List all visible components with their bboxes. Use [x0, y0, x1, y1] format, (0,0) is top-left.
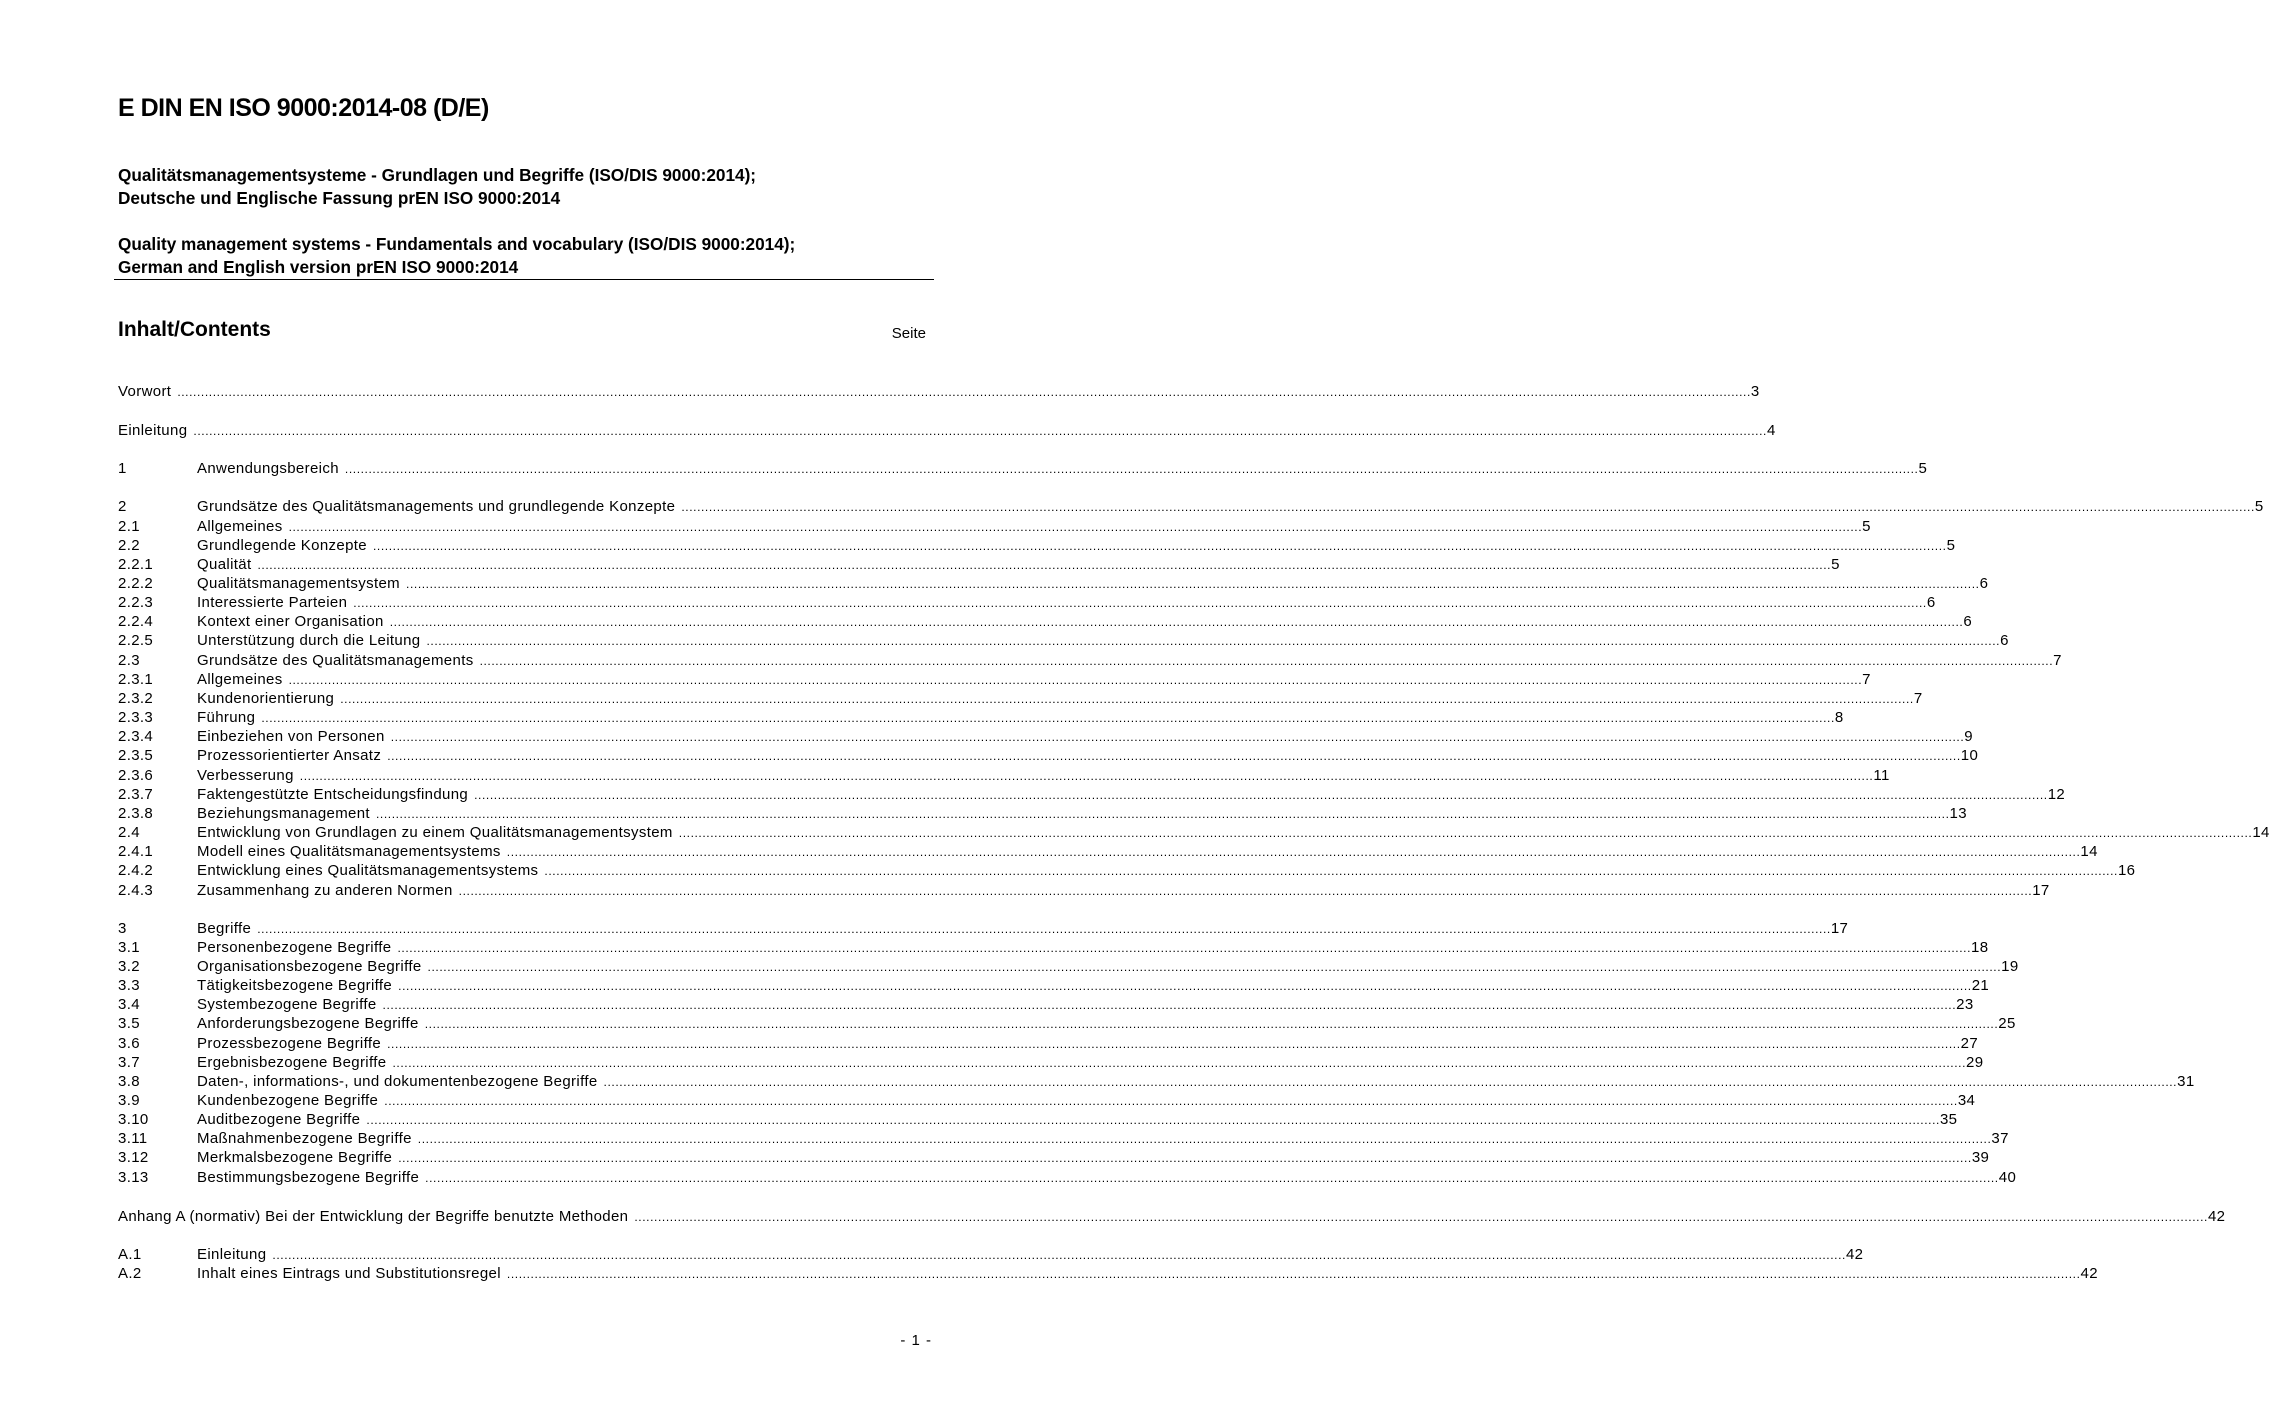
toc-dot-leader: ................................................................................................................................................................................................................................................................................................................................................................................................................ — [257, 558, 1832, 572]
toc-entry-page: 6 — [1963, 613, 1973, 630]
toc-entry-page: 37 — [1991, 1130, 2009, 1147]
toc-entry[interactable] — [118, 767, 1890, 787]
toc-entry-page: 4 — [1766, 422, 1776, 439]
toc-entry-number: A.1 — [118, 1246, 142, 1263]
toc-dot-leader: ................................................................................................................................................................................................................................................................................................................................................................................................................ — [458, 884, 2033, 898]
toc-entry[interactable] — [118, 709, 1844, 729]
toc-entry[interactable] — [118, 537, 1956, 557]
toc-entry[interactable] — [118, 958, 2019, 978]
toc-dot-leader: ................................................................................................................................................................................................................................................................................................................................................................................................................ — [398, 1151, 1972, 1165]
toc-entry-page: 12 — [2047, 786, 2066, 803]
toc-entry[interactable] — [118, 518, 1871, 538]
toc-entry-number: 2.4.3 — [118, 882, 154, 899]
toc-entry-number: 3.2 — [118, 958, 140, 975]
toc-entry-number: 2 — [118, 498, 127, 515]
toc-dot-leader: ................................................................................................................................................................................................................................................................................................................................................................................................................ — [353, 596, 1927, 610]
toc-entry-title: Systembezogene Begriffe — [197, 996, 377, 1013]
toc-dot-leader: ................................................................................................................................................................................................................................................................................................................................................................................................................ — [257, 922, 1831, 936]
toc-entry-number: 3.8 — [118, 1073, 140, 1090]
toc-entry-number: 3.1 — [118, 939, 140, 956]
toc-entry-page: 7 — [1913, 690, 1923, 707]
toc-entry-page: 18 — [1971, 939, 1989, 956]
toc-entry-number: 2.4.2 — [118, 862, 154, 879]
toc-entry-page: 23 — [1956, 996, 1974, 1013]
toc-dot-leader: ................................................................................................................................................................................................................................................................................................................................................................................................................ — [389, 615, 1964, 629]
toc-entry-title: Personenbezogene Begriffe — [197, 939, 392, 956]
toc-dot-leader: ................................................................................................................................................................................................................................................................................................................................................................................................................ — [384, 1094, 1958, 1108]
toc-entry-page: 19 — [2001, 958, 2019, 975]
toc-entry-number: 2.3 — [118, 652, 140, 669]
toc-entry-number: 3.9 — [118, 1092, 140, 1109]
toc-entry-number: 2.3.2 — [118, 690, 154, 707]
toc-entry-title: Ergebnisbezogene Begriffe — [197, 1054, 387, 1071]
toc-entry-number: 3.5 — [118, 1015, 140, 1032]
toc-entry-number: 2.1 — [118, 518, 140, 535]
toc-entry-title: Anwendungsbereich — [197, 460, 339, 477]
contents-heading: Inhalt/Contents — [118, 318, 271, 341]
toc-entry-title: Einleitung — [197, 1246, 267, 1263]
toc-entry[interactable] — [118, 690, 1923, 710]
toc-entry[interactable] — [118, 728, 1973, 748]
toc-dot-leader: ................................................................................................................................................................................................................................................................................................................................................................................................................ — [603, 1075, 2178, 1089]
toc-dot-leader: ................................................................................................................................................................................................................................................................................................................................................................................................................ — [344, 462, 1919, 476]
toc-dot-leader: ................................................................................................................................................................................................................................................................................................................................................................................................................ — [479, 654, 2054, 668]
toc-entry-number: 3.12 — [118, 1149, 149, 1166]
toc-dot-leader: ................................................................................................................................................................................................................................................................................................................................................................................................................ — [288, 673, 1863, 687]
toc-entry-title: Tätigkeitsbezogene Begriffe — [197, 977, 393, 994]
toc-entry-title: Kontext einer Organisation — [197, 613, 384, 630]
toc-entry-title: Allgemeines — [197, 518, 283, 535]
toc-dot-leader: ................................................................................................................................................................................................................................................................................................................................................................................................................ — [193, 424, 1767, 438]
toc-entry[interactable] — [118, 1130, 2009, 1150]
toc-entry[interactable] — [118, 613, 1973, 633]
toc-entry-page: 6 — [1926, 594, 1936, 611]
subtitle-english-line-1: Quality management systems - Fundamentals and vocabulary (ISO/DIS 9000:2014); — [118, 234, 796, 254]
toc-entry-title: Einbeziehen von Personen — [197, 728, 385, 745]
subtitle-german-line-1: Qualitätsmanagementsysteme - Grundlagen und Begriffe (ISO/DIS 9000:2014); — [118, 165, 757, 185]
toc-entry[interactable] — [118, 862, 2136, 882]
toc-entry-number: 2.2.2 — [118, 575, 154, 592]
toc-entry-number: 2.2 — [118, 537, 140, 554]
toc-entry-page: 14 — [2252, 824, 2270, 841]
toc-entry-page: 40 — [1998, 1169, 2017, 1186]
toc-entry-number: 3.13 — [118, 1169, 149, 1186]
toc-entry-page: 42 — [2207, 1208, 2226, 1225]
toc-entry[interactable] — [118, 1035, 1979, 1055]
toc-entry-page: 5 — [1946, 537, 1956, 554]
toc-dot-leader: ................................................................................................................................................................................................................................................................................................................................................................................................................ — [382, 998, 1957, 1012]
document-title: E DIN EN ISO 9000:2014-08 (D/E) — [118, 94, 489, 122]
toc-dot-leader: ................................................................................................................................................................................................................................................................................................................................................................................................................ — [426, 634, 2001, 648]
toc-dot-leader: ................................................................................................................................................................................................................................................................................................................................................................................................................ — [366, 1113, 1940, 1127]
toc-entry-page: 16 — [2117, 862, 2136, 879]
toc-dot-leader: ................................................................................................................................................................................................................................................................................................................................................................................................................ — [678, 826, 2253, 840]
toc-dot-leader: ................................................................................................................................................................................................................................................................................................................................................................................................................ — [506, 845, 2081, 859]
toc-entry-title: Entwicklung von Grundlagen zu einem Qualitätsmanagementsystem — [197, 824, 673, 841]
toc-entry-page: 11 — [1873, 767, 1890, 784]
toc-entry-page: 39 — [1971, 1149, 1990, 1166]
toc-entry-page: 3 — [1750, 383, 1760, 400]
toc-entry-number: 2.3.8 — [118, 805, 154, 822]
toc-entry-page: 35 — [1939, 1111, 1958, 1128]
toc-entry-title: Qualität — [197, 556, 252, 573]
toc-entry-title: Begriffe — [197, 920, 252, 937]
toc-entry[interactable] — [118, 824, 2270, 844]
toc-entry[interactable] — [118, 1169, 2017, 1189]
toc-entry[interactable] — [118, 594, 1936, 614]
toc-entry-title: Vorwort — [118, 383, 172, 400]
toc-entry-title: Qualitätsmanagementsystem — [197, 575, 401, 592]
toc-entry-title: Verbesserung — [197, 767, 294, 784]
toc-entry-number: 3.6 — [118, 1035, 140, 1052]
toc-dot-leader: ................................................................................................................................................................................................................................................................................................................................................................................................................ — [372, 539, 1947, 553]
toc-entry[interactable] — [118, 1111, 1958, 1131]
toc-entry[interactable] — [118, 1092, 1976, 1112]
subtitle-german — [118, 164, 756, 210]
toc-dot-leader: ................................................................................................................................................................................................................................................................................................................................................................................................................ — [375, 807, 1950, 821]
toc-entry[interactable] — [118, 1149, 1990, 1169]
toc-entry-number: 2.3.1 — [118, 671, 154, 688]
toc-dot-leader: ................................................................................................................................................................................................................................................................................................................................................................................................................ — [417, 1132, 1992, 1146]
toc-dot-leader: ................................................................................................................................................................................................................................................................................................................................................................................................................ — [397, 941, 1972, 955]
toc-entry[interactable] — [118, 556, 1840, 576]
toc-dot-leader: ................................................................................................................................................................................................................................................................................................................................................................................................................ — [681, 500, 2255, 514]
toc-entry[interactable] — [118, 1246, 1864, 1266]
toc-entry-page: 17 — [2032, 882, 2050, 899]
toc-dot-leader: ................................................................................................................................................................................................................................................................................................................................................................................................................ — [299, 769, 1874, 783]
toc-dot-leader: ................................................................................................................................................................................................................................................................................................................................................................................................................ — [392, 1056, 1967, 1070]
toc-entry-page: 34 — [1957, 1092, 1976, 1109]
toc-entry-number: 3 — [118, 920, 127, 937]
toc-dot-leader: ................................................................................................................................................................................................................................................................................................................................................................................................................ — [387, 1037, 1961, 1051]
toc-entry-title: Entwicklung eines Qualitätsmanagementsystems — [197, 862, 539, 879]
toc-entry[interactable] — [118, 747, 1979, 767]
toc-dot-leader: ................................................................................................................................................................................................................................................................................................................................................................................................................ — [427, 960, 2002, 974]
toc-entry-page: 25 — [1998, 1015, 2016, 1032]
toc-entry-number: 2.3.3 — [118, 709, 154, 726]
toc-entry-title: Kundenbezogene Begriffe — [197, 1092, 379, 1109]
toc-entry-number: 2.3.6 — [118, 767, 154, 784]
toc-entry-page: 5 — [1862, 518, 1871, 535]
toc-entry-title: Daten-, informations-, und dokumentenbezogene Begriffe — [197, 1073, 598, 1090]
toc-entry-page: 17 — [1830, 920, 1849, 937]
header-divider — [114, 279, 934, 280]
toc-dot-leader: ................................................................................................................................................................................................................................................................................................................................................................................................................ — [474, 788, 2048, 802]
toc-entry-page: 21 — [1971, 977, 1990, 994]
toc-entry-title: Bestimmungsbezogene Begriffe — [197, 1169, 420, 1186]
toc-entry-title: Anforderungsbezogene Begriffe — [197, 1015, 419, 1032]
toc-entry[interactable] — [118, 996, 1974, 1016]
toc-entry-number: 2.2.4 — [118, 613, 154, 630]
toc-entry-number: 2.3.5 — [118, 747, 154, 764]
toc-entry-page: 10 — [1960, 747, 1979, 764]
toc-dot-leader: ................................................................................................................................................................................................................................................................................................................................................................................................................ — [634, 1210, 2208, 1224]
toc-entry-page: 9 — [1964, 728, 1973, 745]
toc-entry-page: 29 — [1966, 1054, 1984, 1071]
toc-dot-leader: ................................................................................................................................................................................................................................................................................................................................................................................................................ — [506, 1267, 2081, 1281]
toc-entry[interactable] — [118, 671, 1871, 691]
toc-entry[interactable] — [118, 977, 1990, 997]
toc-entry-title: Merkmalsbezogene Begriffe — [197, 1149, 393, 1166]
toc-entry-title: Maßnahmenbezogene Begriffe — [197, 1130, 412, 1147]
toc-entry-title: Grundsätze des Qualitätsmanagements — [197, 652, 474, 669]
toc-entry-title: Unterstützung durch die Leitung — [197, 632, 421, 649]
toc-entry-title: Faktengestützte Entscheidungsfindung — [197, 786, 469, 803]
toc-entry[interactable] — [118, 805, 1967, 825]
toc-entry-number: 3.11 — [118, 1130, 148, 1147]
toc-dot-leader: ................................................................................................................................................................................................................................................................................................................................................................................................................ — [390, 730, 1965, 744]
toc-entry-page: 31 — [2177, 1073, 2195, 1090]
toc-entry[interactable] — [118, 786, 2066, 806]
toc-dot-leader: ................................................................................................................................................................................................................................................................................................................................................................................................................ — [398, 979, 1972, 993]
toc-entry-number: 2.2.3 — [118, 594, 154, 611]
toc-entry-page: 7 — [2053, 652, 2062, 669]
page-column-label: Seite — [891, 325, 926, 342]
toc-entry-title: Prozessbezogene Begriffe — [197, 1035, 382, 1052]
toc-entry-number: 3.4 — [118, 996, 140, 1013]
toc-entry[interactable] — [118, 498, 2264, 518]
toc-entry[interactable] — [118, 1208, 2226, 1228]
toc-entry-title: Beziehungsmanagement — [197, 805, 370, 822]
toc-dot-leader: ................................................................................................................................................................................................................................................................................................................................................................................................................ — [288, 520, 1863, 534]
toc-entry-page: 6 — [1979, 575, 1989, 592]
toc-dot-leader: ................................................................................................................................................................................................................................................................................................................................................................................................................ — [544, 864, 2118, 878]
toc-entry-page: 27 — [1960, 1035, 1979, 1052]
toc-entry-number: 3.10 — [118, 1111, 149, 1128]
toc-entry[interactable] — [118, 422, 1776, 442]
toc-entry-page: 8 — [1834, 709, 1844, 726]
toc-entry-page: 6 — [2000, 632, 2009, 649]
toc-entry-title: Grundlegende Konzepte — [197, 537, 367, 554]
toc-entry-title: Organisationsbezogene Begriffe — [197, 958, 422, 975]
toc-entry-number: A.2 — [118, 1265, 142, 1282]
toc-entry-title: Prozessorientierter Ansatz — [197, 747, 382, 764]
toc-entry-title: Führung — [197, 709, 256, 726]
toc-entry-number: 1 — [118, 460, 127, 477]
toc-entry-number: 2.4 — [118, 824, 140, 841]
toc-entry[interactable] — [118, 1265, 2098, 1285]
toc-dot-leader: ................................................................................................................................................................................................................................................................................................................................................................................................................ — [177, 385, 1751, 399]
toc-entry[interactable] — [118, 575, 1989, 595]
toc-entry-page: 5 — [2254, 498, 2264, 515]
subtitle-english-line-2: German and English version prEN ISO 9000:2014 — [118, 257, 519, 277]
toc-entry-page: 42 — [2080, 1265, 2098, 1282]
toc-entry-number: 2.2.5 — [118, 632, 154, 649]
toc-entry[interactable] — [118, 1054, 1984, 1074]
toc-entry[interactable] — [118, 383, 1760, 403]
toc-entry[interactable] — [118, 460, 1928, 480]
toc-entry-title: Modell eines Qualitätsmanagementsystems — [197, 843, 501, 860]
toc-entry[interactable] — [118, 1073, 2195, 1093]
toc-entry-title: Einleitung — [118, 422, 188, 439]
toc-dot-leader: ................................................................................................................................................................................................................................................................................................................................................................................................................ — [424, 1017, 1999, 1031]
toc-entry-page: 7 — [1862, 671, 1871, 688]
toc-entry-number: 3.3 — [118, 977, 140, 994]
toc-dot-leader: ................................................................................................................................................................................................................................................................................................................................................................................................................ — [261, 711, 1835, 725]
toc-entry-title: Inhalt eines Eintrags und Substitutionsregel — [197, 1265, 501, 1282]
toc-dot-leader: ................................................................................................................................................................................................................................................................................................................................................................................................................ — [425, 1171, 1999, 1185]
toc-entry-title: Auditbezogene Begriffe — [197, 1111, 361, 1128]
toc-dot-leader: ................................................................................................................................................................................................................................................................................................................................................................................................................ — [387, 749, 1961, 763]
toc-dot-leader: ................................................................................................................................................................................................................................................................................................................................................................................................................ — [340, 692, 1914, 706]
toc-entry-number: 2.3.4 — [118, 728, 154, 745]
toc-entry-number: 2.3.7 — [118, 786, 154, 803]
toc-entry-page: 42 — [1845, 1246, 1864, 1263]
toc-entry[interactable] — [118, 652, 2062, 672]
subtitle-english — [118, 233, 795, 279]
toc-entry-page: 13 — [1949, 805, 1967, 822]
toc-entry[interactable] — [118, 843, 2098, 863]
toc-entry-page: 5 — [1918, 460, 1928, 477]
toc-entry[interactable] — [118, 1015, 2016, 1035]
toc-entry-title: Allgemeines — [197, 671, 283, 688]
toc-entry-title: Interessierte Parteien — [197, 594, 348, 611]
toc-entry[interactable] — [118, 920, 1849, 940]
toc-entry-page: 5 — [1831, 556, 1840, 573]
toc-entry-number: 2.2.1 — [118, 556, 154, 573]
toc-entry-title: Zusammenhang zu anderen Normen — [197, 882, 453, 899]
toc-entry-title: Grundsätze des Qualitätsmanagements und grundlegende Konzepte — [197, 498, 676, 515]
subtitle-german-line-2: Deutsche und Englische Fassung prEN ISO 9000:2014 — [118, 188, 561, 208]
toc-entry[interactable] — [118, 882, 2050, 902]
toc-entry[interactable] — [118, 939, 1989, 959]
toc-dot-leader: ................................................................................................................................................................................................................................................................................................................................................................................................................ — [272, 1248, 1846, 1262]
toc-entry-number: 2.4.1 — [118, 843, 154, 860]
toc-entry-number: 3.7 — [118, 1054, 140, 1071]
footer-page-number: - 1 - — [900, 1332, 932, 1349]
toc-entry-title: Kundenorientierung — [197, 690, 335, 707]
toc-entry-page: 14 — [2080, 843, 2098, 860]
toc-entry-title: Anhang A (normativ) Bei der Entwicklung der Begriffe benutzte Methoden — [118, 1208, 629, 1225]
toc-dot-leader: ................................................................................................................................................................................................................................................................................................................................................................................................................ — [406, 577, 1980, 591]
toc-entry[interactable] — [118, 632, 2009, 652]
